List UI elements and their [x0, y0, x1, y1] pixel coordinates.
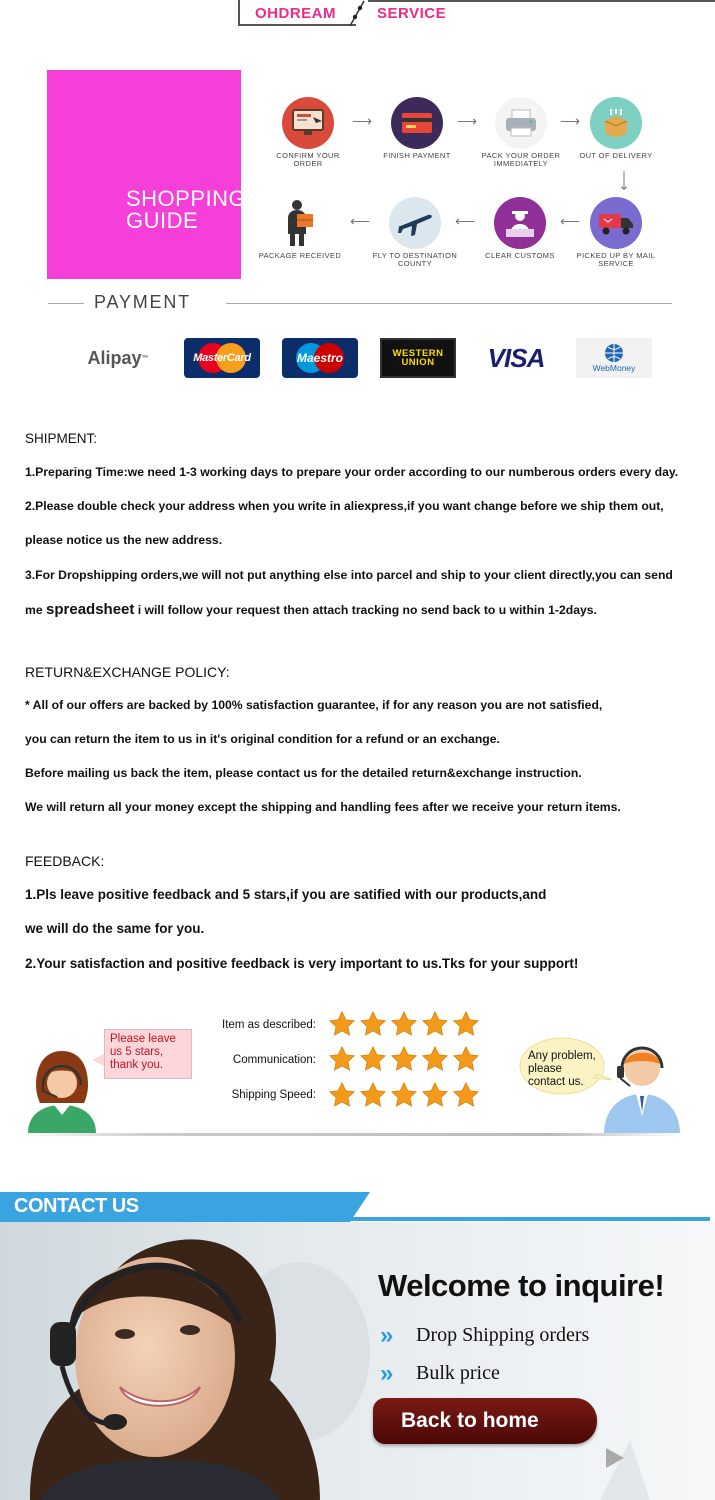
return-line-2: you can return the item to us in it's original condition for a refund or an exchange.: [25, 732, 500, 746]
feedback-heading: FEEDBACK:: [25, 853, 105, 869]
support-agent-photo: [0, 1222, 715, 1500]
rating-label-item: Item as described:: [222, 1019, 316, 1031]
visa-logo: [478, 338, 554, 378]
header-slash-icon: [346, 0, 368, 26]
welcome-title: Welcome to inquire!: [378, 1268, 665, 1303]
feedback-line-1: 1.Pls leave positive feedback and 5 stars,if you are satified with our products,and: [25, 887, 547, 902]
rating-label-shipping: Shipping Speed:: [231, 1089, 316, 1101]
left-bubble-tail: [92, 1054, 104, 1066]
shipment-line-5-suffix: i will follow your request then attach tracking no send back to u within 1-2days.: [134, 603, 597, 617]
step-label: PICKED UP BY MAIL SERVICE: [576, 251, 656, 268]
contact-item-drop-shipping: Drop Shipping orders: [416, 1324, 590, 1346]
webmoney-logo: [576, 338, 652, 378]
right-bubble-line: please: [528, 1063, 562, 1075]
printer-icon: [495, 97, 547, 149]
shipment-line-5: [25, 601, 597, 618]
back-to-home-button[interactable]: [373, 1398, 597, 1444]
return-heading: RETURN&EXCHANGE POLICY:: [25, 664, 230, 680]
step-fly-destination: [369, 197, 461, 268]
step-label: PACKAGE RECEIVED: [258, 251, 342, 260]
arrow-left-icon: ⟵: [560, 213, 581, 229]
shopping-guide-tile: [47, 70, 241, 279]
step-out-of-delivery: [570, 97, 662, 160]
rating-stars-communication: [328, 1045, 480, 1073]
shipment-line-5-prefix: me: [25, 603, 47, 617]
step-confirm-order: [262, 97, 354, 168]
star-icon: [421, 1010, 449, 1038]
double-chevron-icon: »: [380, 1322, 394, 1349]
shopping-guide-title-line2: GUIDE: [126, 208, 199, 233]
star-icon: [359, 1081, 387, 1109]
star-icon: [328, 1081, 356, 1109]
shipment-line-3: please notice us the new address.: [25, 533, 223, 547]
header-service: SERVICE: [377, 5, 447, 22]
alipay-label: Alipay: [87, 347, 142, 368]
step-label: OUT OF DELIVERY: [579, 151, 653, 160]
step-label: PACK YOUR ORDER IMMEDIATELY: [481, 151, 561, 168]
shipment-line-2: 2.Please double check your address when you write in aliexpress,if you want change before we ship them out,: [25, 499, 664, 513]
star-icon: [452, 1081, 480, 1109]
step-pack-order: [475, 97, 567, 168]
arrow-left-icon: ⟵: [455, 213, 476, 229]
contact-item-bulk-price: Bulk price: [416, 1362, 500, 1384]
visa-label: VISA: [487, 342, 545, 373]
checkout-monitor-icon: [282, 97, 334, 149]
star-icon: [452, 1010, 480, 1038]
right-bubble-line: contact us.: [528, 1076, 584, 1088]
payment-rule-left: [48, 303, 84, 304]
return-line-1: * All of our offers are backed by 100% satisfaction guarantee, if for any reason you are not satisfied,: [25, 698, 603, 712]
western-union-logo: [380, 338, 456, 378]
globe-icon: [604, 343, 624, 363]
alipay-logo: Alipay ™: [87, 347, 149, 368]
right-bubble-line: Any problem,: [528, 1050, 596, 1062]
mastercard-label: MasterCard: [193, 352, 251, 364]
payment-rule-right: [226, 303, 672, 304]
feedback-line-3: 2.Your satisfaction and positive feedback is very important to us.Tks for your support!: [25, 956, 579, 971]
package-person-icon: [274, 197, 326, 249]
step-label: CLEAR CUSTOMS: [485, 251, 555, 260]
shopping-guide-title-line1: SHOPPING: [126, 186, 247, 211]
western-union-label: WESTERN UNION: [392, 348, 444, 368]
arrow-left-icon: ⟵: [350, 213, 371, 229]
step-picked-up: [570, 197, 662, 268]
shipment-line-4: 3.For Dropshipping orders,we will not put anything else into parcel and ship to your client directly,you can send: [25, 568, 673, 582]
credit-card-icon: [391, 97, 443, 149]
shipment-line-1: 1.Preparing Time:we need 1-3 working days to prepare your order according to our numberous orders every day.: [25, 465, 679, 479]
shipment-line-5-emphasis: spreadsheet: [46, 601, 135, 618]
rating-stars-shipping: [328, 1081, 480, 1109]
star-icon: [359, 1045, 387, 1073]
airplane-icon: [389, 197, 441, 249]
star-icon: [328, 1045, 356, 1073]
contact-photo: [0, 1222, 715, 1500]
star-icon: [390, 1081, 418, 1109]
star-icon: [421, 1045, 449, 1073]
return-line-4: We will return all your money except the shipping and handling fees after we receive your return items.: [25, 800, 621, 814]
maestro-label: Maestro: [296, 351, 343, 365]
rating-stars-item: [328, 1010, 480, 1038]
step-finish-payment: [371, 97, 463, 160]
mail-truck-icon: [590, 197, 642, 249]
return-line-3: Before mailing us back the item, please contact us for the detailed return&exchange instruction.: [25, 766, 582, 780]
star-icon: [452, 1045, 480, 1073]
header-brand: OHDREAM: [255, 5, 336, 22]
arrow-down-icon: ⟶: [616, 170, 633, 191]
star-icon: [328, 1010, 356, 1038]
feedback-line-2: we will do the same for you.: [25, 921, 205, 936]
arrow-right-icon: ⟶: [457, 113, 478, 129]
star-icon: [421, 1081, 449, 1109]
star-icon: [390, 1010, 418, 1038]
payment-title: PAYMENT: [94, 292, 191, 312]
left-bubble-line: thank you.: [110, 1059, 164, 1071]
left-bubble-line: Please leave: [110, 1033, 176, 1045]
step-clear-customs: [474, 197, 566, 260]
mastercard-logo: [184, 338, 260, 378]
double-chevron-icon: »: [380, 1360, 394, 1387]
webmoney-label: WebMoney: [592, 363, 636, 373]
shopping-guide-title: [126, 188, 246, 232]
step-label: FLY TO DESTINATION COUNTY: [372, 251, 458, 268]
rating-divider: [15, 1133, 685, 1136]
star-icon: [359, 1010, 387, 1038]
arrow-right-icon: ⟶: [560, 113, 581, 129]
support-agent-male-icon: [600, 1040, 686, 1134]
rating-label-communication: Communication:: [232, 1054, 316, 1066]
customs-officer-icon: [494, 197, 546, 249]
box-delivery-icon: [590, 97, 642, 149]
maestro-logo: [282, 338, 358, 378]
right-bubble-text: [528, 1050, 596, 1089]
star-icon: [390, 1045, 418, 1073]
step-label: CONFIRM YOUR ORDER: [276, 151, 340, 168]
shipment-heading: SHIPMENT:: [25, 431, 98, 446]
arrow-right-icon: ⟶: [352, 113, 373, 129]
back-to-home-label: Back to home: [401, 1409, 539, 1432]
contact-bar-title: CONTACT US: [14, 1195, 139, 1217]
left-bubble-line: us 5 stars,: [110, 1046, 164, 1058]
step-label: FINISH PAYMENT: [383, 151, 451, 160]
left-bubble-text: [110, 1033, 176, 1072]
step-package-received: [254, 197, 346, 260]
